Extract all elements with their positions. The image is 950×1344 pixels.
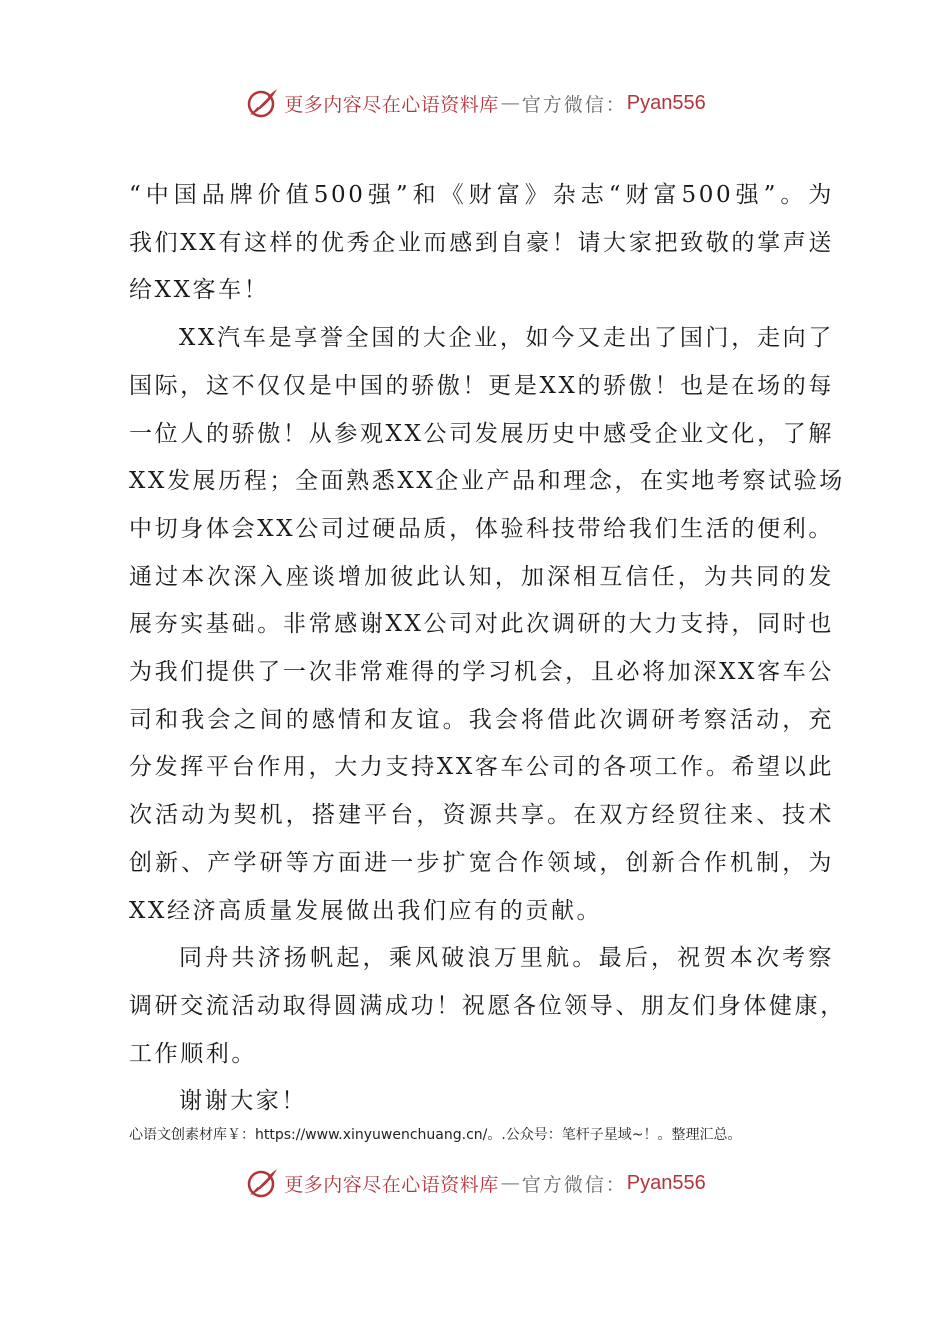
text-line: 谢谢大家！: [179, 1088, 307, 1115]
text-line: 次活动为契机，搭建平台，资源共享。在双方经贸往来、技术: [129, 802, 834, 829]
banner-slogan: 更多内容尽在心语资料库: [284, 1173, 499, 1196]
banner-slogan: 更多内容尽在心语资料库: [284, 93, 499, 116]
banner-wechat-label: 官方微信：: [521, 93, 627, 116]
text-line: 一位人的骄傲！从参观XX公司发展历史中感受企业文化，了解: [129, 420, 834, 447]
banner-wechat-label: 官方微信：: [521, 1173, 627, 1196]
quill-logo-icon: [244, 1165, 280, 1201]
source-footnote: 心语文创素材库￥：https://www.xinyuwenchuang.cn/。.公众号：笔杆子星域~！。整理汇总。: [129, 1127, 742, 1143]
text-line: “中国品牌价值500强”和《财富》杂志“财富500强”。为: [129, 182, 834, 208]
text-line: 为我们提供了一次非常难得的学习机会，且必将加深XX客车公: [129, 659, 834, 686]
text-line: 分发挥平台作用，大力支持XX客车公司的各项工作。希望以此: [129, 754, 834, 781]
text-line: XX发展历程；全面熟悉XX企业产品和理念，在实地考察试验场: [129, 468, 845, 495]
text-line: XX汽车是享誉全国的大企业，如今又走出了国门，走向了: [179, 325, 834, 352]
banner-dash: —: [500, 92, 520, 114]
paragraph-3: [129, 935, 846, 1078]
text-line: 中切身体会XX公司过硬品质，体验科技带给我们生活的便利。: [129, 515, 834, 542]
footer-banner: [0, 1163, 950, 1203]
paragraph-2: [129, 315, 845, 935]
text-line: 司和我会之间的感情和友谊。我会将借此次调研考察活动，充: [129, 706, 834, 733]
quill-logo-icon: [244, 85, 280, 121]
paragraph-1: [129, 172, 834, 315]
text-line: 调研交流活动取得圆满成功！祝愿各位领导、朋友们身体健康，: [129, 992, 846, 1019]
text-line: 同舟共济扬帆起，乘风破浪万里航。最后，祝贺本次考察: [179, 945, 834, 972]
text-line: 通过本次深入座谈增加彼此认知，加深相互信任，为共同的发: [129, 563, 834, 590]
banner-wechat-id: Pyan556: [626, 1171, 706, 1194]
banner-wechat-id: Pyan556: [626, 91, 706, 114]
text-line: 我们XX有这样的优秀企业而感到自豪！请大家把致敬的掌声送: [129, 229, 834, 256]
header-banner: [0, 83, 950, 123]
text-line: 工作顺利。: [129, 1040, 257, 1067]
document-body: [129, 172, 846, 1126]
text-line: 展夯实基础。非常感谢XX公司对此次调研的大力支持，同时也: [129, 611, 834, 638]
banner-dash: —: [500, 1172, 520, 1194]
text-line: XX经济高质量发展做出我们应有的贡献。: [129, 897, 603, 924]
text-line: 创新、产学研等方面进一步扩宽合作领域，创新合作机制，为: [129, 849, 834, 876]
paragraph-4: [129, 1078, 834, 1126]
text-line: 给XX客车！: [129, 277, 270, 304]
text-line: 国际，这不仅仅是中国的骄傲！更是XX的骄傲！也是在场的每: [129, 372, 834, 399]
